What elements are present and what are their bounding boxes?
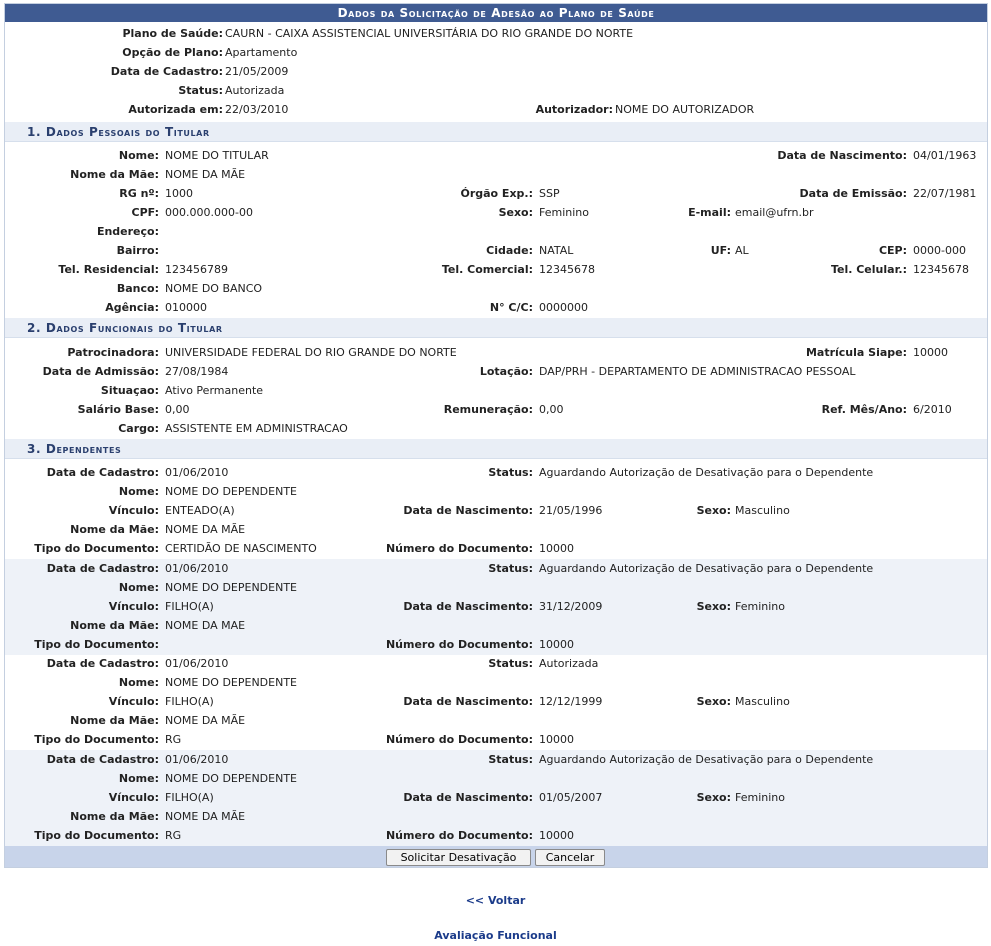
dep-num-doc-label: Número do Documento: <box>385 638 533 651</box>
dep-num-doc-value: 10000 <box>539 733 574 746</box>
dep-vinculo-value: FILHO(A) <box>165 791 214 804</box>
siape-label: Matrícula Siape: <box>805 346 907 359</box>
dep-cadastro-value: 01/06/2010 <box>165 657 229 670</box>
dep-documento-row <box>5 635 987 654</box>
salario-value: 0,00 <box>165 403 190 416</box>
situacao-value: Ativo Permanente <box>165 384 264 397</box>
dep-num-doc-value: 10000 <box>539 542 574 555</box>
avaliacao-funcional-link[interactable]: Avaliação Funcional <box>434 929 557 942</box>
dep-vinculo-row <box>5 597 987 616</box>
dep-vinculo-label: Vínculo: <box>108 791 159 804</box>
rg-value: 1000 <box>165 187 193 200</box>
telcel-value: 12345678 <box>913 263 969 276</box>
dep-nome-label: Nome: <box>118 676 159 689</box>
dep-cadastro-row <box>5 654 987 673</box>
dep-cadastro-label: Data de Cadastro: <box>46 466 159 479</box>
ref-value: 6/2010 <box>913 403 952 416</box>
cadastro-row <box>5 62 987 81</box>
dep-tipo-doc-label: Tipo do Documento: <box>34 733 159 746</box>
status-value: Autorizada <box>225 84 285 97</box>
dep-nome-row <box>5 578 987 597</box>
dep-nome-label: Nome: <box>118 581 159 594</box>
dep-mae-label: Nome da Mãe: <box>70 619 159 632</box>
rg-label: RG nº: <box>119 187 159 200</box>
dep-tipo-doc-label: Tipo do Documento: <box>34 638 159 651</box>
dep-num-doc-label: Número do Documento: <box>385 542 533 555</box>
section-dados-pessoais: 1. Dados Pessoais do Titular <box>5 122 987 142</box>
cidade-label: Cidade: <box>486 244 533 257</box>
dep-mae-value: NOME DA MAE <box>165 619 246 632</box>
dependente-item-2 <box>5 559 987 655</box>
dep-sexo-value: Feminino <box>735 791 785 804</box>
bairro-label: Bairro: <box>116 244 159 257</box>
panel-title: Dados da Solicitação de Adesão ao Plano de Saúde <box>5 4 987 22</box>
dep-nascimento-value: 01/05/2007 <box>539 791 603 804</box>
func-situacao-row <box>5 381 987 400</box>
dep-vinculo-row <box>5 692 987 711</box>
dep-mae-value: NOME DA MÃE <box>165 523 246 536</box>
cargo-label: Cargo: <box>118 422 159 435</box>
agencia-label: Agência: <box>105 301 159 314</box>
plano-row <box>5 24 987 43</box>
dep-sexo-label: Sexo: <box>696 504 731 517</box>
titular-nome-row <box>5 146 987 165</box>
dep-vinculo-label: Vínculo: <box>108 600 159 613</box>
dep-nome-row <box>5 769 987 788</box>
dep-sexo-label: Sexo: <box>696 695 731 708</box>
func-cargo-row <box>5 419 987 438</box>
dep-status-value: Aguardando Autorização de Desativação para o Dependente <box>539 753 874 766</box>
dep-cadastro-label: Data de Cadastro: <box>46 657 159 670</box>
dep-documento-row <box>5 539 987 558</box>
remuneracao-label: Remuneração: <box>443 403 533 416</box>
dep-nascimento-label: Data de Nascimento: <box>403 600 533 613</box>
email-label: E-mail: <box>688 206 731 219</box>
cargo-value: ASSISTENTE EM ADMINISTRACAO <box>165 422 348 435</box>
dep-nome-value: NOME DO DEPENDENTE <box>165 581 297 594</box>
autorizador-value: NOME DO AUTORIZADOR <box>615 103 755 116</box>
cpf-value: 000.000.000-00 <box>165 206 253 219</box>
dependente-item-3 <box>5 654 987 750</box>
dep-status-label: Status: <box>488 753 533 766</box>
dep-nascimento-label: Data de Nascimento: <box>403 695 533 708</box>
cancel-button[interactable]: Cancelar <box>535 849 605 866</box>
dep-documento-row <box>5 730 987 749</box>
dep-mae-row <box>5 520 987 539</box>
cadastro-label: Data de Cadastro: <box>110 65 223 78</box>
lotacao-value: DAP/PRH - DEPARTAMENTO DE ADMINISTRACAO PESSOAL <box>539 365 856 378</box>
remuneracao-value: 0,00 <box>539 403 564 416</box>
cadastro-value: 21/05/2009 <box>225 65 289 78</box>
dependente-item-4 <box>5 750 987 846</box>
salario-label: Salário Base: <box>77 403 159 416</box>
plano-label: Plano de Saúde: <box>122 27 223 40</box>
titular-agencia-row <box>5 298 987 317</box>
siape-value: 10000 <box>913 346 948 359</box>
admissao-label: Data de Admissão: <box>42 365 159 378</box>
telcom-label: Tel. Comercial: <box>441 263 533 276</box>
autorizador-label: Autorizador: <box>535 103 613 116</box>
conta-label: N° C/C: <box>489 301 533 314</box>
uf-value: AL <box>735 244 749 257</box>
status-row <box>5 81 987 100</box>
endereco-label: Endereço: <box>96 225 159 238</box>
dep-cadastro-value: 01/06/2010 <box>165 753 229 766</box>
section-dependentes: 3. Dependentes <box>5 439 987 459</box>
dep-sexo-value: Feminino <box>735 600 785 613</box>
func-salario-row <box>5 400 987 419</box>
dep-status-value: Autorizada <box>539 657 599 670</box>
uf-label: UF: <box>710 244 731 257</box>
func-admissao-row <box>5 362 987 381</box>
banco-label: Banco: <box>116 282 159 295</box>
titular-banco-row <box>5 279 987 298</box>
agencia-value: 010000 <box>165 301 207 314</box>
dep-documento-row <box>5 826 987 845</box>
dep-sexo-label: Sexo: <box>696 791 731 804</box>
dep-num-doc-value: 10000 <box>539 638 574 651</box>
dep-nascimento-value: 21/05/1996 <box>539 504 603 517</box>
dep-nome-row <box>5 673 987 692</box>
nascimento-label: Data de Nascimento: <box>777 149 907 162</box>
dep-cadastro-value: 01/06/2010 <box>165 562 229 575</box>
dep-sexo-value: Masculino <box>735 504 790 517</box>
dep-cadastro-row <box>5 750 987 769</box>
dep-num-doc-label: Número do Documento: <box>385 733 533 746</box>
section-dados-funcionais: 2. Dados Funcionais do Titular <box>5 318 987 338</box>
dep-mae-row <box>5 616 987 635</box>
dep-nascimento-label: Data de Nascimento: <box>403 791 533 804</box>
admissao-value: 27/08/1984 <box>165 365 229 378</box>
dep-tipo-doc-label: Tipo do Documento: <box>34 829 159 842</box>
emissao-value: 22/07/1981 <box>913 187 977 200</box>
dep-tipo-doc-value: RG <box>165 829 182 842</box>
dep-nascimento-label: Data de Nascimento: <box>403 504 533 517</box>
nascimento-value: 04/01/1963 <box>913 149 977 162</box>
dep-cadastro-row <box>5 559 987 578</box>
dep-tipo-doc-label: Tipo do Documento: <box>34 542 159 555</box>
func-patro-row <box>5 343 987 362</box>
dep-cadastro-label: Data de Cadastro: <box>46 753 159 766</box>
dep-vinculo-row <box>5 501 987 520</box>
dep-mae-label: Nome da Mãe: <box>70 714 159 727</box>
dep-vinculo-row <box>5 788 987 807</box>
dep-status-value: Aguardando Autorização de Desativação para o Dependente <box>539 562 874 575</box>
conta-value: 0000000 <box>539 301 588 314</box>
telcom-value: 12345678 <box>539 263 595 276</box>
dep-sexo-value: Masculino <box>735 695 790 708</box>
solicitacao-panel <box>4 3 988 868</box>
dep-status-label: Status: <box>488 657 533 670</box>
autorizada-value: 22/03/2010 <box>225 103 289 116</box>
opcao-row <box>5 43 987 62</box>
dep-tipo-doc-value: RG <box>165 733 182 746</box>
autorizada-label: Autorizada em: <box>128 103 223 116</box>
dep-status-label: Status: <box>488 466 533 479</box>
cpf-label: CPF: <box>131 206 159 219</box>
banco-value: NOME DO BANCO <box>165 282 263 295</box>
orgao-label: Órgão Exp.: <box>460 187 533 200</box>
telres-value: 123456789 <box>165 263 228 276</box>
orgao-value: SSP <box>539 187 560 200</box>
dep-nome-row <box>5 482 987 501</box>
dep-mae-label: Nome da Mãe: <box>70 810 159 823</box>
dep-cadastro-value: 01/06/2010 <box>165 466 229 479</box>
dep-num-doc-label: Número do Documento: <box>385 829 533 842</box>
opcao-value: Apartamento <box>225 46 298 59</box>
dep-nome-label: Nome: <box>118 485 159 498</box>
dep-nome-value: NOME DO DEPENDENTE <box>165 485 297 498</box>
dep-status-label: Status: <box>488 562 533 575</box>
voltar-link[interactable]: << Voltar <box>465 894 526 907</box>
titular-cpf-row <box>5 203 987 222</box>
dep-mae-row <box>5 807 987 826</box>
dep-nascimento-value: 12/12/1999 <box>539 695 603 708</box>
titular-rg-row <box>5 184 987 203</box>
dep-tipo-doc-value: CERTIDÃO DE NASCIMENTO <box>165 542 317 555</box>
titular-tel-row <box>5 260 987 279</box>
mae-value: NOME DA MÃE <box>165 168 246 181</box>
telcel-label: Tel. Celular.: <box>830 263 907 276</box>
sexo-label: Sexo: <box>498 206 533 219</box>
dep-mae-value: NOME DA MÃE <box>165 810 246 823</box>
dep-nome-value: NOME DO DEPENDENTE <box>165 676 297 689</box>
sexo-value: Feminino <box>539 206 589 219</box>
cep-label: CEP: <box>878 244 907 257</box>
solicitar-desativacao-button[interactable]: Solicitar Desativação <box>386 849 531 866</box>
nome-label: Nome: <box>118 149 159 162</box>
patrocinadora-label: Patrocinadora: <box>67 346 159 359</box>
dep-vinculo-label: Vínculo: <box>108 695 159 708</box>
situacao-label: Situaçao: <box>100 384 159 397</box>
action-bar <box>5 846 987 867</box>
status-label: Status: <box>178 84 223 97</box>
plano-value: CAURN - CAIXA ASSISTENCIAL UNIVERSITÁRIA DO RIO GRANDE DO NORTE <box>225 27 634 40</box>
titular-endereco-row <box>5 222 987 241</box>
nome-value: NOME DO TITULAR <box>165 149 269 162</box>
titular-bairro-row <box>5 241 987 260</box>
patrocinadora-value: UNIVERSIDADE FEDERAL DO RIO GRANDE DO NORTE <box>165 346 457 359</box>
cidade-value: NATAL <box>539 244 574 257</box>
mae-label: Nome da Mãe: <box>70 168 159 181</box>
autorizada-row <box>5 100 987 119</box>
dep-mae-value: NOME DA MÃE <box>165 714 246 727</box>
dep-vinculo-value: FILHO(A) <box>165 695 214 708</box>
emissao-label: Data de Emissão: <box>799 187 907 200</box>
dep-vinculo-value: FILHO(A) <box>165 600 214 613</box>
dep-vinculo-value: ENTEADO(A) <box>165 504 235 517</box>
dep-sexo-label: Sexo: <box>696 600 731 613</box>
dep-status-value: Aguardando Autorização de Desativação para o Dependente <box>539 466 874 479</box>
dep-vinculo-label: Vínculo: <box>108 504 159 517</box>
lotacao-label: Lotação: <box>479 365 533 378</box>
ref-label: Ref. Mês/Ano: <box>821 403 907 416</box>
telres-label: Tel. Residencial: <box>58 263 159 276</box>
dep-cadastro-row <box>5 463 987 482</box>
dep-num-doc-value: 10000 <box>539 829 574 842</box>
dep-nascimento-value: 31/12/2009 <box>539 600 603 613</box>
dep-mae-label: Nome da Mãe: <box>70 523 159 536</box>
opcao-label: Opção de Plano: <box>122 46 223 59</box>
email-value: email@ufrn.br <box>735 206 814 219</box>
dep-mae-row <box>5 711 987 730</box>
dependente-item-1 <box>5 463 987 559</box>
dep-cadastro-label: Data de Cadastro: <box>46 562 159 575</box>
dep-nome-value: NOME DO DEPENDENTE <box>165 772 297 785</box>
cep-value: 0000-000 <box>913 244 966 257</box>
dep-nome-label: Nome: <box>118 772 159 785</box>
titular-mae-row <box>5 165 987 184</box>
